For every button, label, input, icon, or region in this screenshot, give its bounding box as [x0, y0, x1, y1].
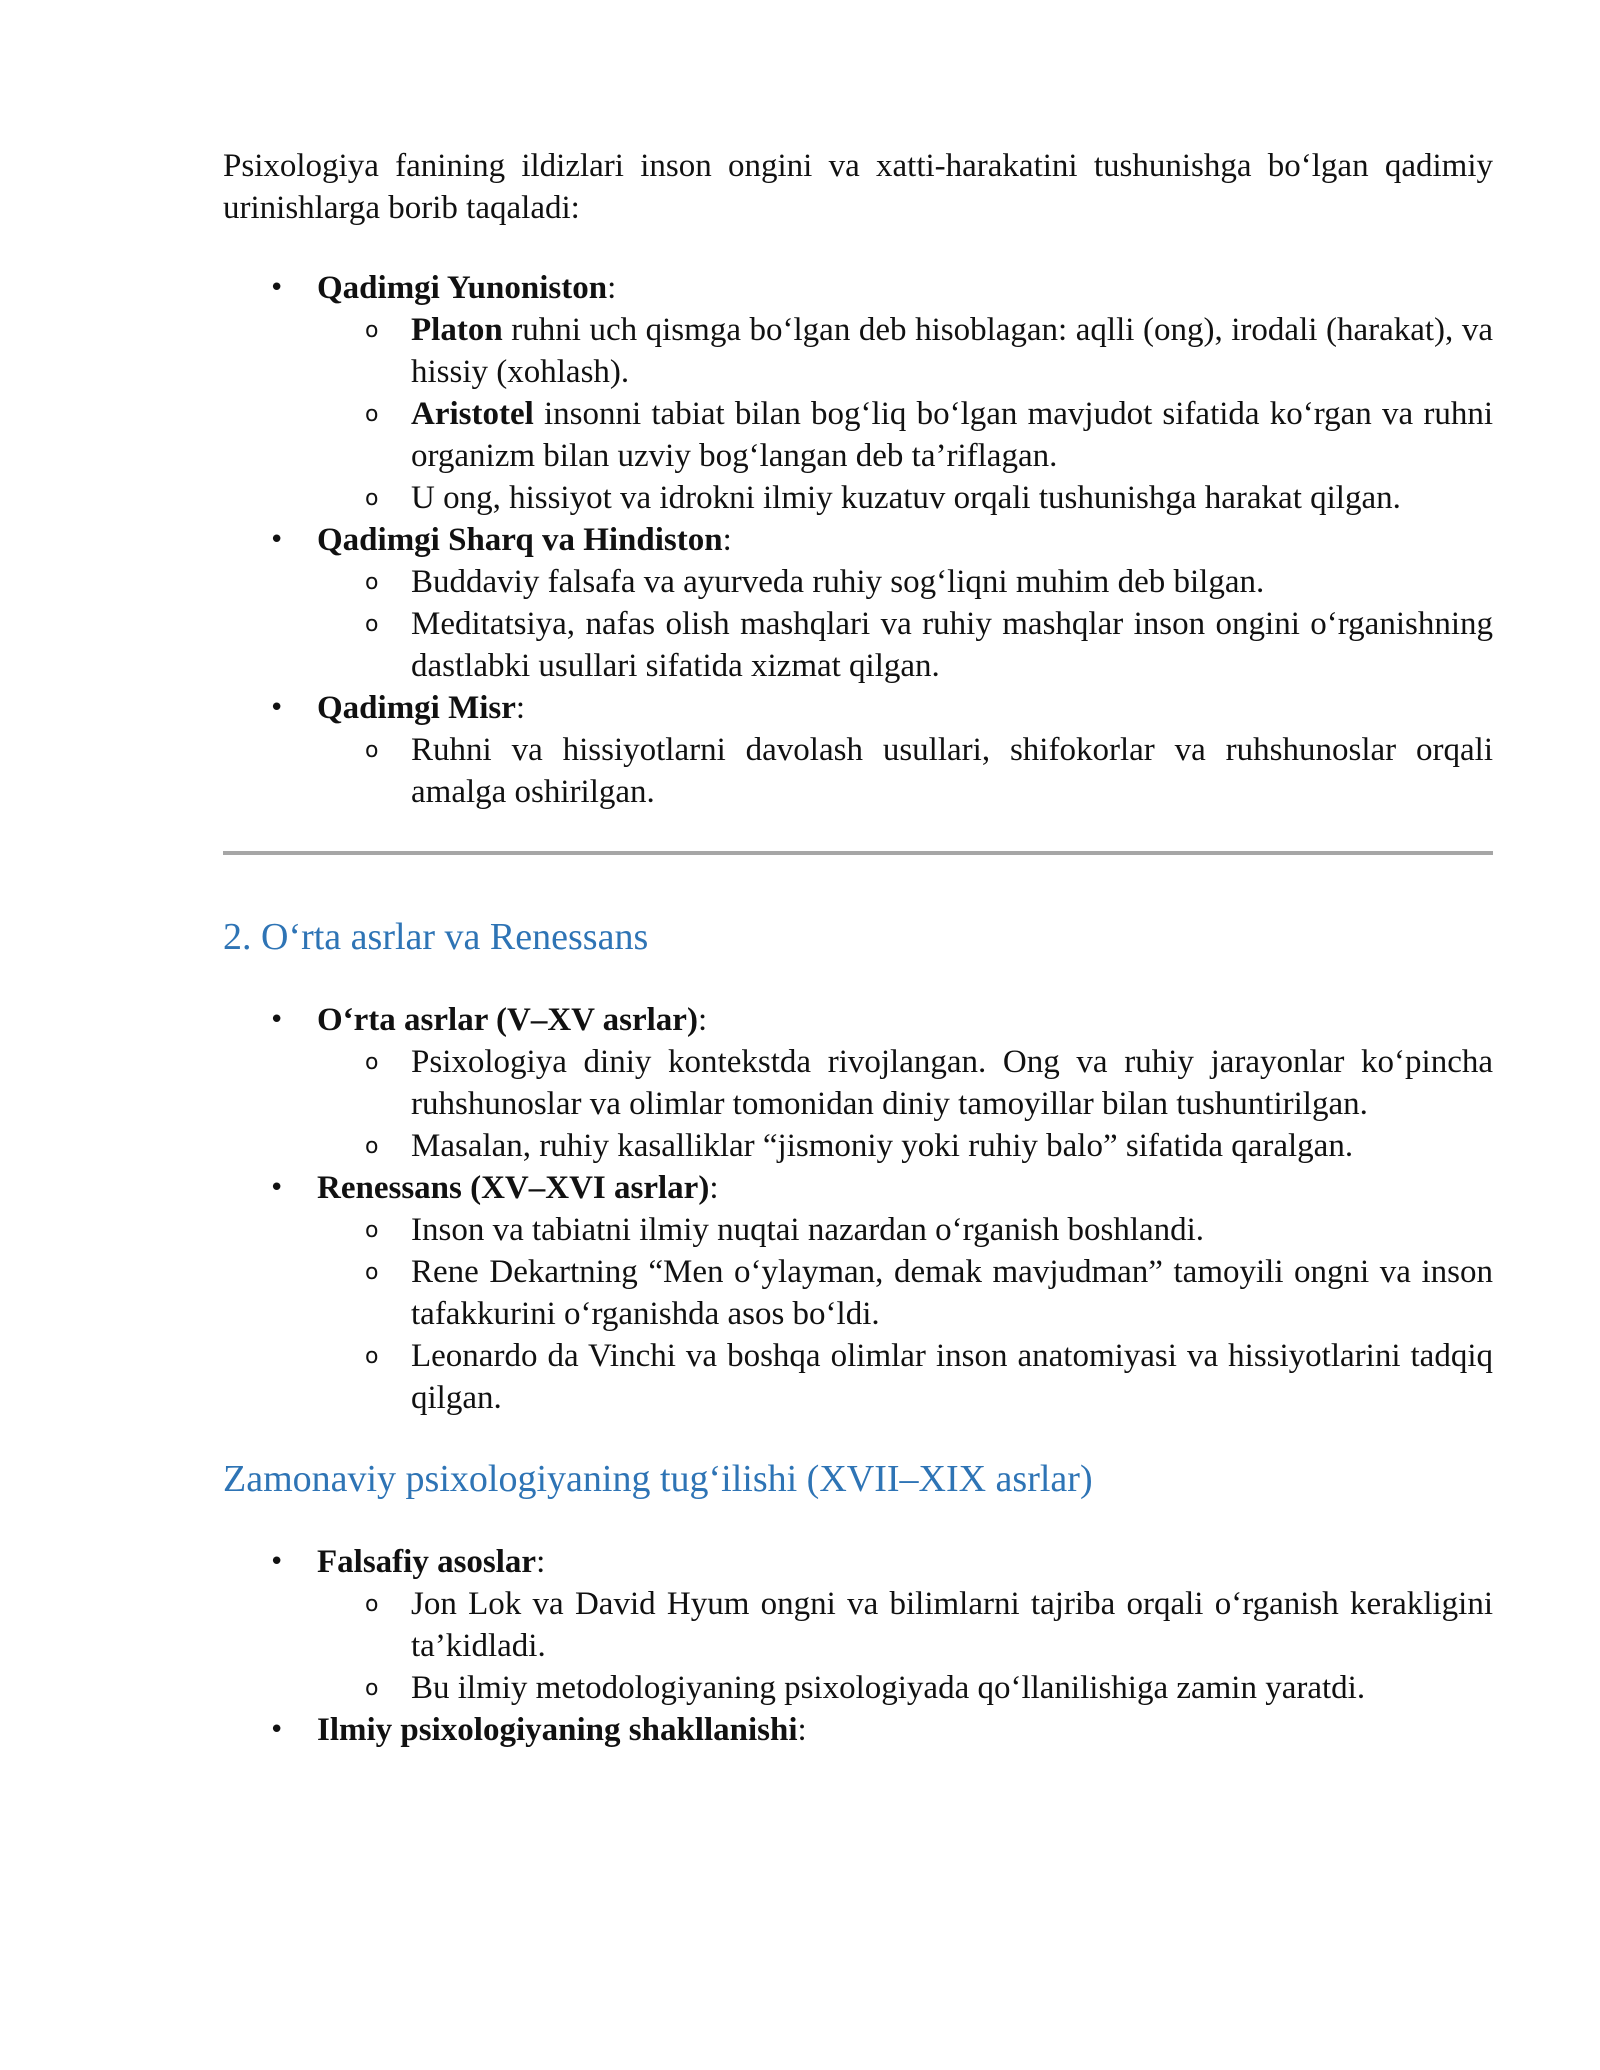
sub-list	[317, 309, 1493, 519]
list-item	[223, 267, 1493, 519]
circle-bullet-icon: o	[365, 570, 379, 595]
section1-list	[223, 267, 1493, 813]
section-heading: Zamonaviy psixologiyaning tug‘ilishi (XVII–XIX asrlar)	[223, 1458, 1093, 1500]
circle-bullet-icon: o	[365, 402, 379, 427]
circle-bullet-icon: o	[365, 1050, 379, 1075]
sub-list-item: o Masalan, ruhiy kasalliklar “jismoniy yoki ruhiy balo” sifatida qaralgan.	[223, 1125, 1493, 1167]
circle-bullet-icon: o	[365, 612, 379, 637]
circle-bullet-icon: o	[365, 318, 379, 343]
sub-list-item: o Jon Lok va David Hyum ongni va bilimlarni tajriba orqali o‘rganish kerakligini ta’kidladi.	[365, 1586, 1493, 1664]
sub-list-item: o U ong, hissiyot va idrokni ilmiy kuzatuv orqali tushunishga harakat qilgan.	[223, 477, 1493, 519]
sub-list-item: o Inson va tabiatni ilmiy nuqtai nazardan o‘rganish boshlandi.	[223, 1209, 1493, 1251]
sub-list	[317, 1583, 1493, 1709]
bullet-icon: •	[269, 1547, 285, 1577]
sub-list-item: o Meditatsiya, nafas olish mashqlari va ruhiy mashqlar inson ongini o‘rganishning dastlabki usullari sifatida xizmat qilgan.	[365, 606, 1493, 684]
section2-list	[223, 999, 1493, 1419]
circle-bullet-icon: o	[365, 1344, 379, 1369]
sub-list-item: o Rene Dekartning “Men o‘ylayman, demak mavjudman” tamoyili ongni va inson tafakkurini o‘rganishda asos bo‘ldi.	[365, 1254, 1493, 1332]
bullet-icon: •	[269, 1005, 285, 1035]
list-item-title: Ilmiy psixologiyaning shakllanishi:	[317, 1712, 807, 1748]
list-item-title: Qadimgi Misr:	[317, 690, 526, 726]
circle-bullet-icon: o	[365, 1676, 379, 1701]
circle-bullet-icon: o	[365, 1218, 379, 1243]
list-item	[223, 519, 1493, 687]
sub-list-item: o Ruhni va hissiyotlarni davolash usullari, shifokorlar va ruhshunoslar orqali amalga oshirilgan.	[365, 732, 1493, 810]
sub-list-item: o Aristotel insonni tabiat bilan bog‘liq bo‘lgan mavjudot sifatida ko‘rgan va ruhni organizm bilan uzviy bog‘langan deb ta’riflagan.	[365, 396, 1493, 474]
document-page	[223, 145, 1493, 1751]
circle-bullet-icon: o	[365, 1260, 379, 1285]
sub-list	[317, 729, 1493, 813]
circle-bullet-icon: o	[365, 1592, 379, 1617]
list-item	[223, 687, 1493, 813]
list-item-title: Qadimgi Yunoniston:	[317, 270, 617, 306]
list-item	[223, 1167, 1493, 1419]
sub-list	[317, 1041, 1493, 1167]
sub-list-item: o Psixologiya diniy kontekstda rivojlangan. Ong va ruhiy jarayonlar ko‘pincha ruhshunoslar va olimlar tomonidan diniy tamoyillar bilan tushuntirilgan.	[365, 1044, 1493, 1122]
section-heading: 2. O‘rta asrlar va Renessans	[223, 916, 649, 958]
intro-paragraph: Psixologiya fanining ildizlari inson ongini va xatti-harakatini tushunishga bo‘lgan qadimiy urinishlarga borib taqaladi:	[223, 148, 1493, 226]
bullet-icon: •	[269, 273, 285, 303]
circle-bullet-icon: o	[365, 1134, 379, 1159]
circle-bullet-icon: o	[365, 738, 379, 763]
bullet-icon: •	[269, 693, 285, 723]
list-item	[223, 1541, 1493, 1709]
list-item-title: O‘rta asrlar (V–XV asrlar):	[317, 1002, 708, 1038]
sub-list-item: o Buddaviy falsafa va ayurveda ruhiy sog‘liqni muhim deb bilgan.	[223, 561, 1493, 603]
circle-bullet-icon: o	[365, 486, 379, 511]
sub-list	[317, 561, 1493, 687]
sub-list	[317, 1209, 1493, 1419]
list-item-title: Falsafiy asoslar:	[317, 1544, 546, 1580]
list-item-title: Renessans (XV–XVI asrlar):	[317, 1170, 719, 1206]
section3-list	[223, 1541, 1493, 1751]
sub-list-item: o Leonardo da Vinchi va boshqa olimlar inson anatomiyasi va hissiyotlarini tadqiq qilgan.	[365, 1338, 1493, 1416]
bullet-icon: •	[269, 1173, 285, 1203]
bullet-icon: •	[269, 1715, 285, 1745]
sub-list-item: o Platon ruhni uch qismga bo‘lgan deb hisoblagan: aqlli (ong), irodali (harakat), va hissiy (xohlash).	[365, 312, 1493, 390]
sub-list-item: o Bu ilmiy metodologiyaning psixologiyada qo‘llanilishiga zamin yaratdi.	[223, 1667, 1493, 1709]
list-item	[223, 999, 1493, 1167]
list-item	[223, 1709, 1493, 1751]
list-item-title: Qadimgi Sharq va Hindiston:	[317, 522, 732, 558]
bullet-icon: •	[269, 525, 285, 555]
